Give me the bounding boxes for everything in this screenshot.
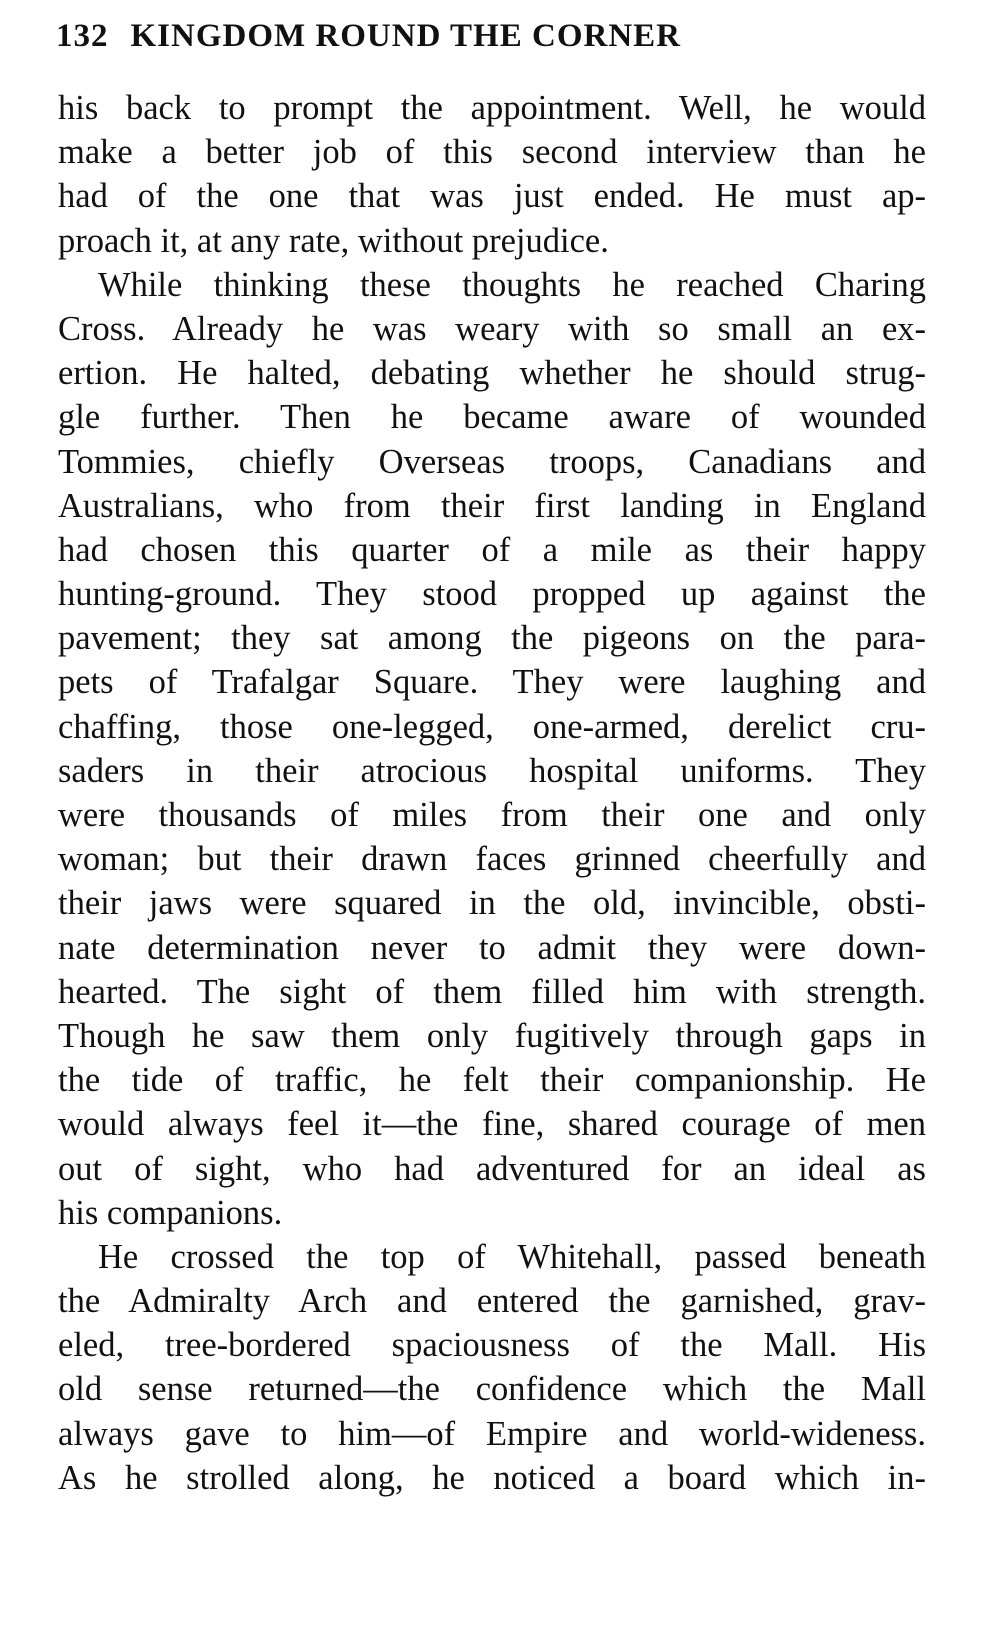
text-line: would always feel it—the fine, shared courage of men	[58, 1105, 926, 1144]
text-line: eled, tree-bordered spaciousness of the Mall. His	[58, 1326, 926, 1365]
text-line: woman; but their drawn faces grinned cheerfully and	[58, 840, 926, 879]
text-line: While thinking these thoughts he reached Charing	[98, 265, 926, 304]
text-line: Australians, who from their first landing in England	[58, 486, 926, 525]
text-line: chaffing, those one-legged, one-armed, derelict cru-	[58, 707, 926, 746]
running-title: KINGDOM ROUND THE CORNER	[130, 18, 682, 54]
text-line: his back to prompt the appointment. Well, he would	[58, 89, 926, 127]
text-line: gle further. Then he became aware of wounded	[58, 398, 926, 437]
page-number: 132	[56, 18, 109, 54]
text-line: their jaws were squared in the old, invincible, obsti-	[58, 884, 926, 923]
text-line: pavement; they sat among the pigeons on the para-	[58, 619, 926, 658]
text-line: proach it, at any rate, without prejudice.	[58, 221, 609, 260]
body-text	[58, 86, 926, 1500]
text-line: saders in their atrocious hospital uniforms. They	[58, 751, 926, 790]
text-line: had chosen this quarter of a mile as their happy	[58, 530, 926, 569]
text-line: pets of Trafalgar Square. They were laughing and	[58, 663, 926, 702]
text-line: were thousands of miles from their one and only	[58, 796, 926, 834]
text-line: hunting-ground. They stood propped up against the	[58, 575, 926, 614]
text-line: out of sight, who had adventured for an ideal as	[58, 1149, 926, 1188]
text-line: He crossed the top of Whitehall, passed beneath	[98, 1237, 926, 1276]
text-line: make a better job of this second interview than he	[58, 133, 926, 172]
text-line: ertion. He halted, debating whether he should strug-	[58, 354, 926, 393]
text-line: Cross. Already he was weary with so small an ex-	[58, 309, 926, 348]
running-head	[56, 18, 936, 78]
text-line: the tide of traffic, he felt their companionship. He	[58, 1061, 926, 1100]
text-line: Though he saw them only fugitively through gaps in	[58, 1016, 926, 1055]
text-line: hearted. The sight of them filled him with strength.	[58, 972, 926, 1011]
text-line: Tommies, chiefly Overseas troops, Canadians and	[58, 442, 926, 481]
text-line: old sense returned—the confidence which the Mall	[58, 1370, 926, 1409]
text-line: had of the one that was just ended. He must ap-	[58, 177, 926, 216]
text-line: the Admiralty Arch and entered the garnished, grav-	[58, 1282, 926, 1321]
text-line: As he strolled along, he noticed a board which in-	[58, 1458, 926, 1497]
text-line: his companions.	[58, 1193, 283, 1232]
text-line: nate determination never to admit they were down-	[58, 928, 926, 967]
text-line: always gave to him—of Empire and world-wideness.	[58, 1414, 926, 1453]
